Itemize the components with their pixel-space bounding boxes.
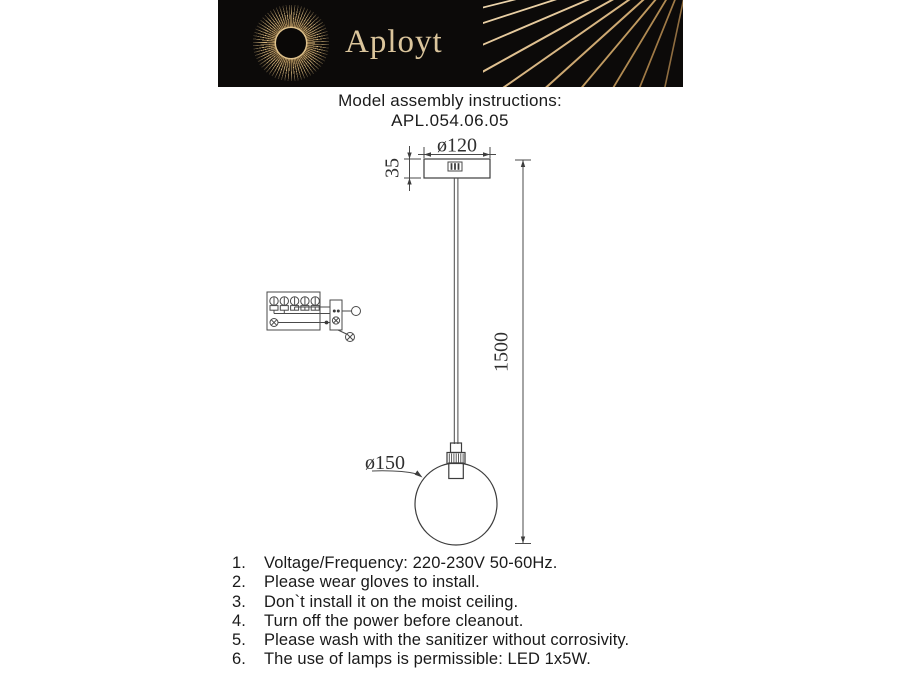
instruction-item [229,554,689,573]
dimension-drop-length [491,160,532,544]
instruction-number: 2. [232,573,246,592]
page-title: Model assembly instructions: [338,91,562,110]
connector-leads [338,307,361,342]
instruction-text: Voltage/Frequency: 220-230V 50-60Hz. [264,554,558,572]
instruction-item [229,631,689,650]
sunburst-logo-icon [253,5,329,81]
title-block [0,91,900,130]
instruction-item [229,573,689,592]
brand-name: Aployt [345,23,443,60]
instruction-item [229,593,689,612]
instruction-item [229,650,689,669]
instruction-number: 3. [232,592,246,611]
dimension-globe-diameter [365,452,423,478]
dim-label-canopy-height: 35 [381,158,404,178]
lamp-holder [447,443,465,479]
dim-label-drop-length: 1500 [490,332,513,372]
wire-end-circle [352,307,361,316]
wires [274,307,330,323]
ground-screw [270,319,278,327]
dim-label-globe-diameter: ø150 [365,452,405,474]
dimension-canopy-diameter [418,135,496,159]
instruction-number: 5. [232,631,246,650]
instruction-number: 4. [232,611,246,630]
glass-globe [415,463,497,545]
canopy-terminal-detail [448,162,462,171]
decorative-rays-icon [483,0,683,87]
connector-block [330,300,342,330]
instruction-text: The use of lamps is permissible: LED 1x5W. [264,650,591,669]
wiring-diagram [267,292,361,342]
instructions-list [229,554,689,670]
suspension-cable [454,178,458,444]
instruction-text: Don`t install it on the moist ceiling. [264,592,519,611]
instruction-number: 1. [232,554,246,572]
technical-drawing [230,128,570,560]
wire-junction-dot [325,321,329,325]
instruction-number: 6. [232,650,246,669]
instruction-text: Turn off the power before cleanout. [264,611,524,630]
instruction-text: Please wear gloves to install. [264,573,480,592]
dimension-canopy-height [382,146,422,191]
instruction-text: Please wash with the sanitizer without corrosivity. [264,631,630,650]
model-number: APL.054.06.05 [391,111,509,130]
instruction-item [229,612,689,631]
dim-label-canopy-diameter: ø120 [437,134,477,157]
brand-banner [218,0,683,87]
